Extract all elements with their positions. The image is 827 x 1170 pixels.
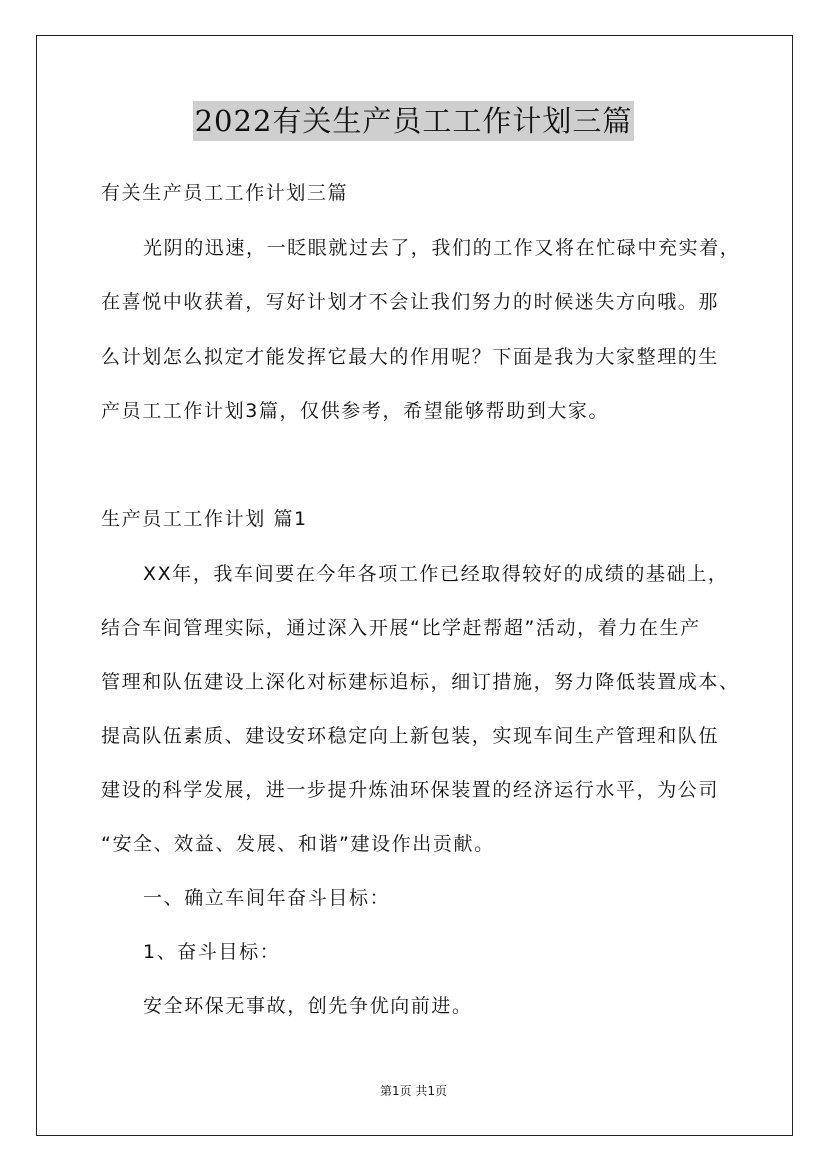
title-block <box>0 101 827 141</box>
page-footer: 第1页 共1页 <box>379 1084 448 1098</box>
document-title: 2022有关生产员工工作计划三篇 <box>193 101 635 141</box>
body-line-5: 建设的科学发展，进一步提升炼油环保装置的经济运行水平，为公司 <box>101 779 720 801</box>
body-line-2: 结合车间管理实际，通过深入开展“比学赶帮超”活动，着力在生产 <box>101 617 701 639</box>
item-heading: 一、确立车间年奋斗目标： <box>143 887 391 909</box>
document-subtitle: 有关生产员工工作计划三篇 <box>101 182 349 204</box>
goal-text: 安全环保无事故，创先争优向前进。 <box>143 995 473 1017</box>
intro-line-3: 么计划怎么拟定才能发挥它最大的作用呢？下面是我为大家整理的生 <box>101 346 720 368</box>
body-line-3: 管理和队伍建设上深化对标建标追标，细订措施，努力降低装置成本、 <box>101 671 740 693</box>
body-line-6: “安全、效益、发展、和谐”建设作出贡献。 <box>101 833 495 855</box>
intro-line-1: 光阴的迅速，一眨眼就过去了，我们的工作又将在忙碌中充实着， <box>143 237 741 259</box>
body-line-1: XX年，我车间要在今年各项工作已经取得较好的成绩的基础上， <box>143 563 729 585</box>
sub-heading: 1、奋斗目标： <box>143 941 281 963</box>
intro-line-4: 产员工工作计划3篇，仅供参考，希望能够帮助到大家。 <box>101 400 610 422</box>
body-line-4: 提高队伍素质、建设安环稳定向上新包装，实现车间生产管理和队伍 <box>101 725 720 747</box>
section-heading: 生产员工工作计划 篇1 <box>101 508 308 530</box>
intro-line-2: 在喜悦中收获着，写好计划才不会让我们努力的时候迷失方向哦。那 <box>101 291 720 313</box>
